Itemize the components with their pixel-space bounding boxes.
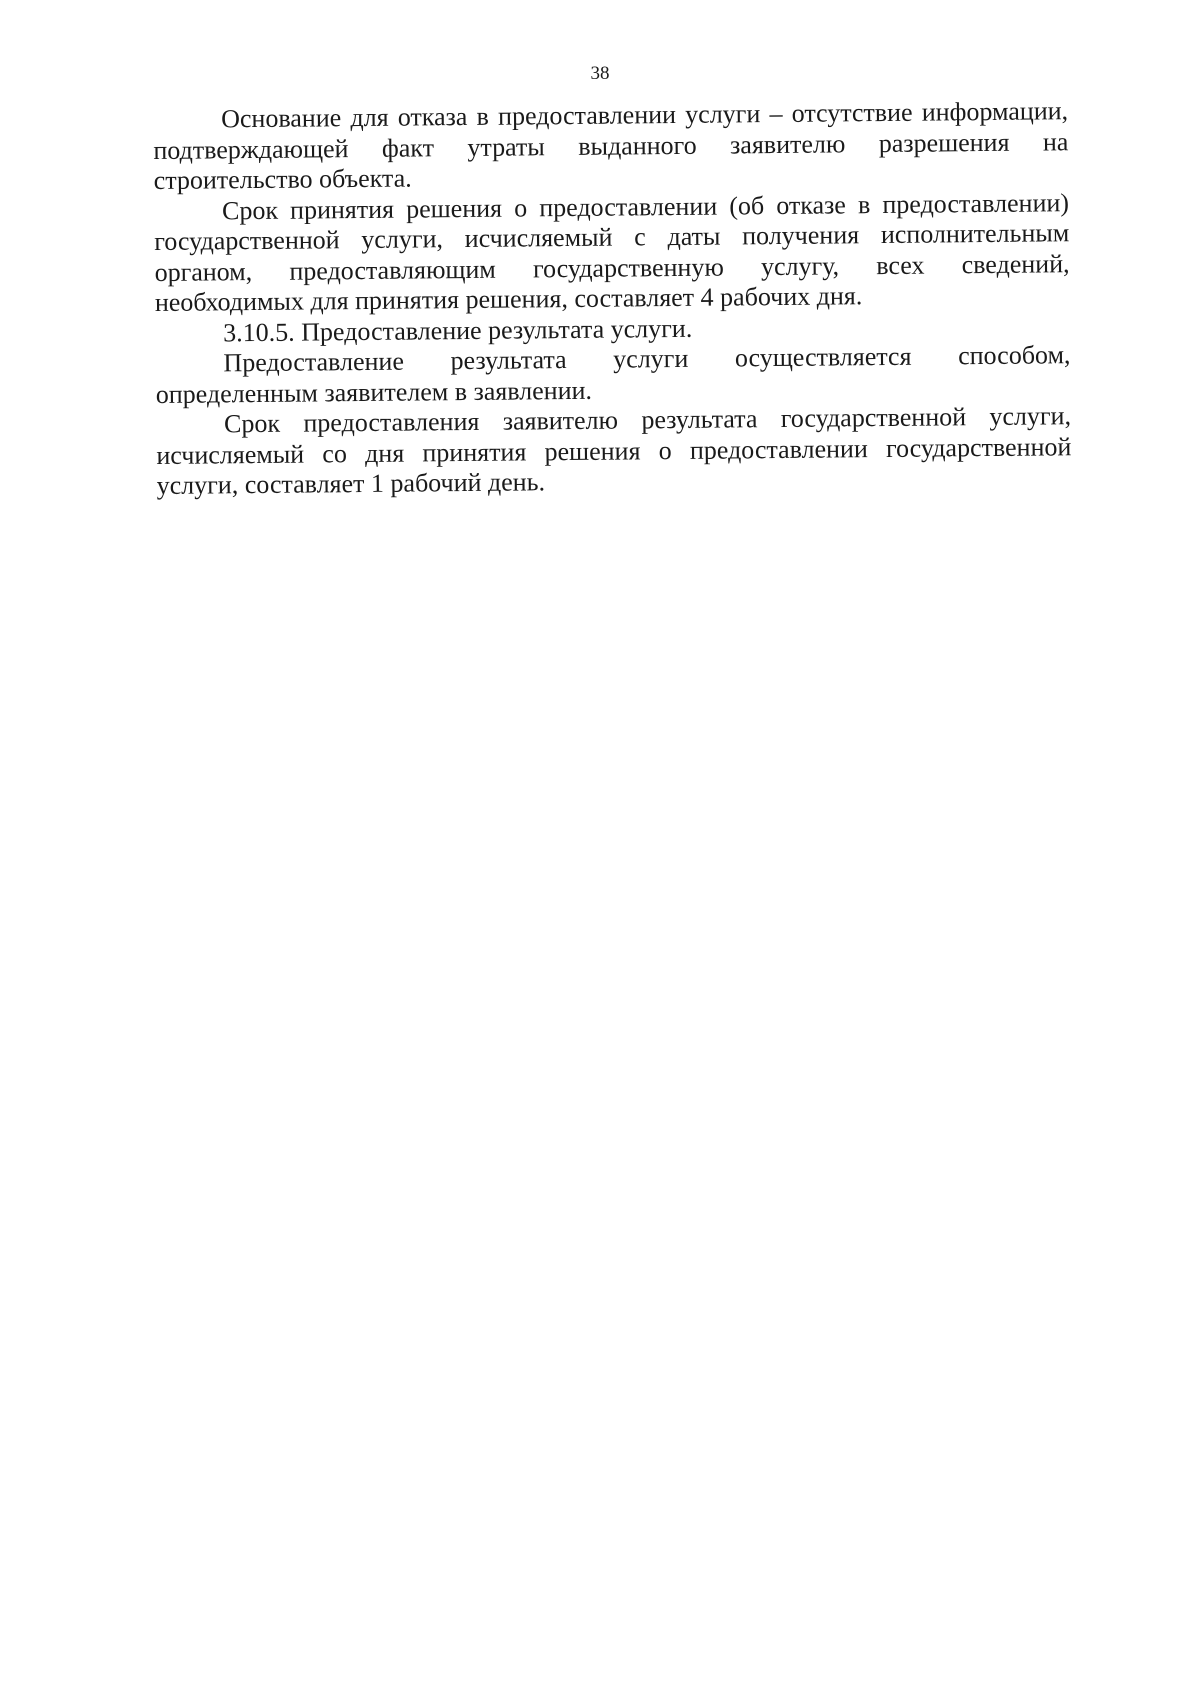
document-body [153, 96, 1072, 501]
page-number: 38 [590, 63, 610, 84]
paragraph-decision-term: Срок принятия решения о предоставлении (об отказе в предоставлении) государственной услуги, исчисляемый с даты получения исполнительным органом, предоставляющим государственную услугу, всех сведений, необходимых для принятия решения, составляет 4 рабочих дня. [154, 187, 1070, 317]
paragraph-result-delivery-term: Срок предоставления заявителю результата государственной услуги, исчисляемый со дня принятия решения о предоставлении государственной услуги, составляет 1 рабочий день. [156, 401, 1072, 500]
paragraph-result-delivery-method: Предоставление результата услуги осуществляется способом, определенным заявителем в заявлении. [155, 340, 1071, 409]
paragraph-refusal-ground: Основание для отказа в предоставлении услуги – отсутствие информации, подтверждающей факт утраты выданного заявителю разрешения на строительство объекта. [153, 96, 1069, 195]
section-heading-3-10-5: 3.10.5. Предоставление результата услуги. [223, 313, 693, 347]
